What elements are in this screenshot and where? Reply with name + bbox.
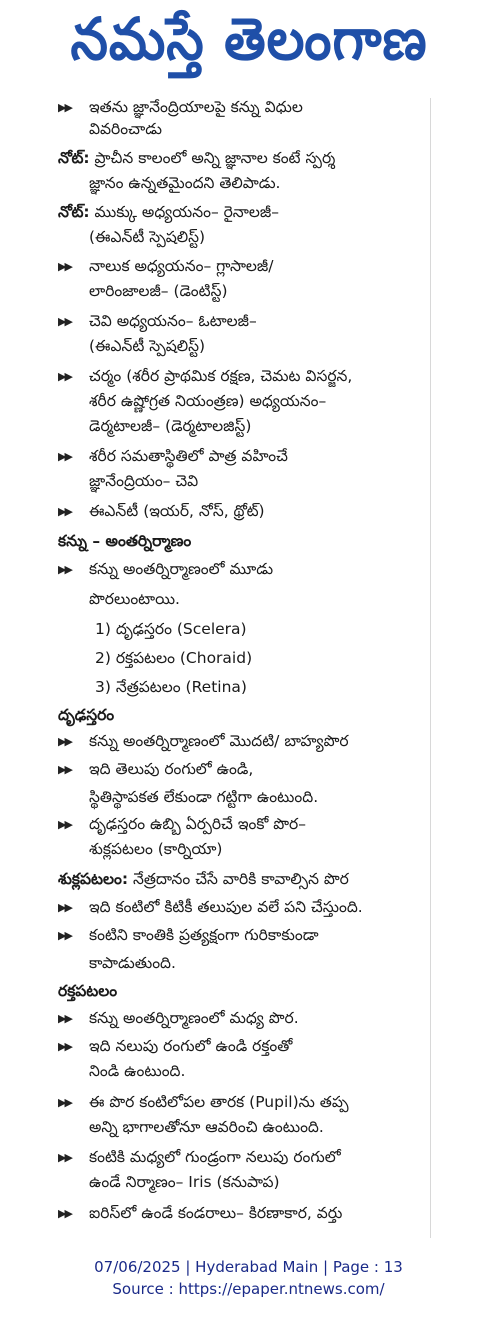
section-heading: దృఢస్తరం xyxy=(58,706,115,724)
bullet-icon: ▶▶ xyxy=(58,1096,71,1109)
bullet-text: ఇది కంటిలో కిటికీ తలుపుల వలే పని చేస్తుంది. xyxy=(89,898,363,916)
bullet-icon: ▶▶ xyxy=(58,818,71,831)
bullet-icon: ▶▶ xyxy=(58,315,71,328)
bullet-text: కంటికి మధ్యలో గుండ్రంగా నలుపు రంగులో xyxy=(89,1148,341,1166)
bullet-text: నాలుక అధ్యయనం– గ్లాసాలజీ/ xyxy=(89,257,274,275)
text-line: పొరలుంటాయి. xyxy=(89,590,180,608)
text-line: శరీర ఉష్ణోగ్రత నియంత్రణ) అధ్యయనం– xyxy=(89,392,327,410)
note-label: శుక్లపటలం: xyxy=(58,870,129,888)
bullet-icon: ▶▶ xyxy=(58,1012,71,1025)
bullet-text: దృఢస్తరం ఉబ్బి ఏర్పరిచే ఇంకో పొర– xyxy=(89,815,306,833)
bullet-icon: ▶▶ xyxy=(58,763,71,776)
text-line: (ఈఎన్‌టీ స్పెషలిస్ట్) xyxy=(89,228,206,246)
bullet-icon: ▶▶ xyxy=(58,1040,71,1053)
masthead-title: నమస్తే తెలంగాణ xyxy=(70,4,427,73)
text-line: జ్ఞానం ఉన్నతమైందని తెలిపాడు. xyxy=(89,174,281,192)
text-line: నిండి ఉంటుంది. xyxy=(89,1062,186,1080)
bullet-icon: ▶▶ xyxy=(58,735,71,748)
bullet-icon: ▶▶ xyxy=(58,929,71,942)
bullet-text: ఇది తెలుపు రంగులో ఉండి, xyxy=(89,760,254,778)
column-divider xyxy=(430,98,431,1238)
note-text: ప్రాచీన కాలంలో అన్ని జ్ఞానాల కంటే స్పర్శ xyxy=(89,149,336,167)
text-line: జ్ఞానేంద్రియం– చెవి xyxy=(89,472,199,490)
bullet-icon: ▶▶ xyxy=(58,101,71,114)
text-line: అన్ని భాగాలతోనూ ఆవరించి ఉంటుంది. xyxy=(89,1118,324,1136)
bullet-text: చెవి అధ్యయనం– ఓటాలజీ– xyxy=(89,312,257,330)
page-footer xyxy=(0,1256,497,1300)
newspaper-masthead xyxy=(0,0,497,92)
bullet-icon: ▶▶ xyxy=(58,901,71,914)
note-line xyxy=(58,201,279,223)
text-line: లారింజాలజీ– (డెంటిస్ట్) xyxy=(89,282,228,300)
bullet-icon: ▶▶ xyxy=(58,563,71,576)
numbered-item: 2) రక్తపటలం (Choraid) xyxy=(95,649,253,667)
bullet-icon: ▶▶ xyxy=(58,505,71,518)
text-line: డెర్మటాలజీ– (డెర్మటాలజిస్ట్) xyxy=(89,417,252,435)
bullet-icon: ▶▶ xyxy=(58,260,71,273)
bullet-text: కన్ను అంతర్నిర్మాణంలో మధ్య పొర. xyxy=(89,1009,299,1027)
text-line: ఉండే నిర్మాణం– Iris (కనుపాప) xyxy=(89,1173,280,1191)
text-line: వివరించాడు xyxy=(89,120,163,138)
section-heading: కన్ను – అంతర్నిర్మాణం xyxy=(58,532,192,550)
bullet-text: కంటిని కాంతికి ప్రత్యక్షంగా గురికాకుండా xyxy=(89,926,319,944)
bullet-icon: ▶▶ xyxy=(58,450,71,463)
bullet-text: చర్మం (శరీర ప్రాథమిక రక్షణ, చెమట విసర్జన, xyxy=(89,367,353,385)
note-line xyxy=(58,147,335,169)
note-label: నోట్: xyxy=(58,149,90,167)
article-clip xyxy=(0,92,497,1242)
bullet-text: ఈ పొర కంటిలోపల తారక (Pupil)ను తప్ప xyxy=(89,1093,349,1111)
footer-date-edition: 07/06/2025 | Hyderabad Main | Page : 13 xyxy=(94,1258,403,1276)
bullet-text: కన్ను అంతర్నిర్మాణంలో మొదటి/ బాహ్యపొర xyxy=(89,732,349,750)
footer-source: Source : https://epaper.ntnews.com/ xyxy=(112,1280,385,1298)
note-text: ముక్కు అధ్యయనం– రైనాలజీ– xyxy=(89,203,279,221)
text-line: శుక్లపటలం (కార్నియా) xyxy=(89,840,223,858)
bullet-text: కన్ను అంతర్నిర్మాణంలో మూడు xyxy=(89,560,274,578)
bullet-text: ఇది నలుపు రంగులో ఉండి రక్తంతో xyxy=(89,1037,293,1055)
note-line xyxy=(58,868,349,890)
section-heading: రక్తపటలం xyxy=(58,982,118,1000)
note-label: నోట్: xyxy=(58,203,90,221)
bullet-text: ఇతను జ్ఞానేంద్రియాలపై కన్ను విధుల xyxy=(89,98,303,116)
bullet-text: శరీర సమతాస్థితిలో పాత్ర వహించే xyxy=(89,447,288,465)
bullet-icon: ▶▶ xyxy=(58,1207,71,1220)
note-text: నేత్రదానం చేసే వారికి కావాల్సిన పొర xyxy=(128,870,349,888)
numbered-item: 3) నేత్రపటలం (Retina) xyxy=(95,678,247,696)
bullet-text: ఐరిస్‌లో ఉండే కండరాలు– కిరణాకార, వర్తు xyxy=(89,1204,343,1222)
text-line: (ఈఎన్‌టీ స్పెషలిస్ట్) xyxy=(89,337,206,355)
bullet-text: ఈఎన్‌టీ (ఇయర్, నోస్, థ్రోట్) xyxy=(89,502,265,520)
numbered-item: 1) దృఢస్తరం (Scelera) xyxy=(95,620,247,638)
text-line: కాపాడుతుంది. xyxy=(89,954,176,972)
text-line: స్థితిస్థాపకత లేకుండా గట్టిగా ఉంటుంది. xyxy=(89,788,319,806)
bullet-icon: ▶▶ xyxy=(58,1151,71,1164)
bullet-icon: ▶▶ xyxy=(58,370,71,383)
